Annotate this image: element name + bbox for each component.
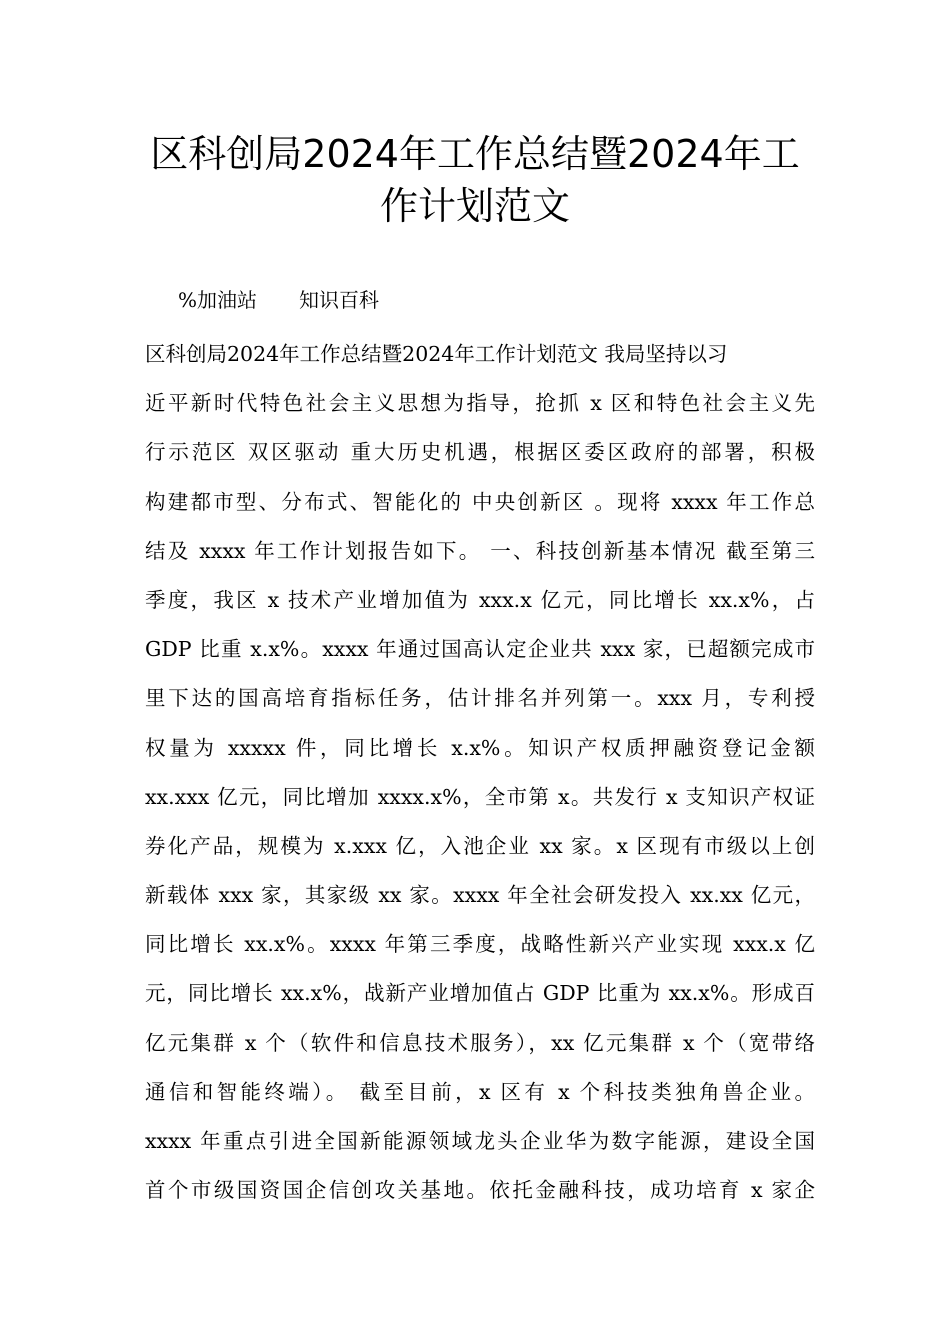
meta-category: 知识百科: [299, 288, 380, 312]
body-line: 亿元集群 x 个（软件和信息技术服务），xx 亿元集群 x 个（宽带络: [145, 1030, 815, 1055]
body-line: 近平新时代特色社会主义思想为指导，抢抓 x 区和特色社会主义先: [145, 391, 815, 416]
document-title-line-1: 区科创局2024年工作总结暨2024年工: [150, 132, 800, 176]
body-line: 结及 xxxx 年工作计划报告如下。 一、科技创新基本情况 截至第三: [145, 538, 815, 563]
document-meta: [178, 285, 379, 315]
body-line: xx.xxx 亿元，同比增加 xxxx.x%，全市第 x。共发行 x 支知识产权证: [145, 784, 815, 809]
body-line: 新载体 xxx 家，其家级 xx 家。xxxx 年全社会研发投入 xx.xx 亿元，: [145, 883, 815, 908]
body-line: 构建都市型、分布式、智能化的 中央创新区 。现将 xxxx 年工作总: [145, 489, 815, 514]
body-line: xxxx 年重点引进全国新能源领域龙头企业华为数字能源，建设全国: [145, 1129, 815, 1153]
body-line: 券化产品，规模为 x.xxx 亿，入池企业 xx 家。x 区现有市级以上创: [145, 833, 815, 858]
body-line: 权量为 xxxxx 件，同比增长 x.x%。知识产权质押融资登记金额: [145, 735, 815, 760]
body-line: 区科创局2024年工作总结暨2024年工作计划范文 我局坚持以习: [145, 342, 728, 366]
document-title-line-2: 作计划范文: [379, 184, 570, 228]
body-line: 里下达的国高培育指标任务，估计排名并列第一。xxx 月，专利授: [145, 686, 815, 711]
body-line: 季度，我区 x 技术产业增加值为 xxx.x 亿元，同比增长 xx.x%，占: [145, 587, 815, 612]
body-line: 行示范区 双区驱动 重大历史机遇，根据区委区政府的部署，积极: [145, 440, 815, 465]
body-line: 通信和智能终端）。 截至目前，x 区有 x 个科技类独角兽企业。: [145, 1079, 815, 1104]
document-body: [145, 330, 815, 1215]
body-line: GDP 比重 x.x%。xxxx 年通过国高认定企业共 xxx 家，已超额完成市: [145, 637, 815, 662]
body-line: 元，同比增长 xx.x%，战新产业增加值占 GDP 比重为 xx.x%。形成百: [145, 981, 815, 1006]
body-line: 首个市级国资国企信创攻关基地。依托金融科技，成功培育 x 家企: [145, 1178, 815, 1203]
body-line: 同比增长 xx.x%。xxxx 年第三季度，战略性新兴产业实现 xxx.x 亿: [145, 932, 815, 957]
meta-source: %加油站: [178, 288, 258, 312]
